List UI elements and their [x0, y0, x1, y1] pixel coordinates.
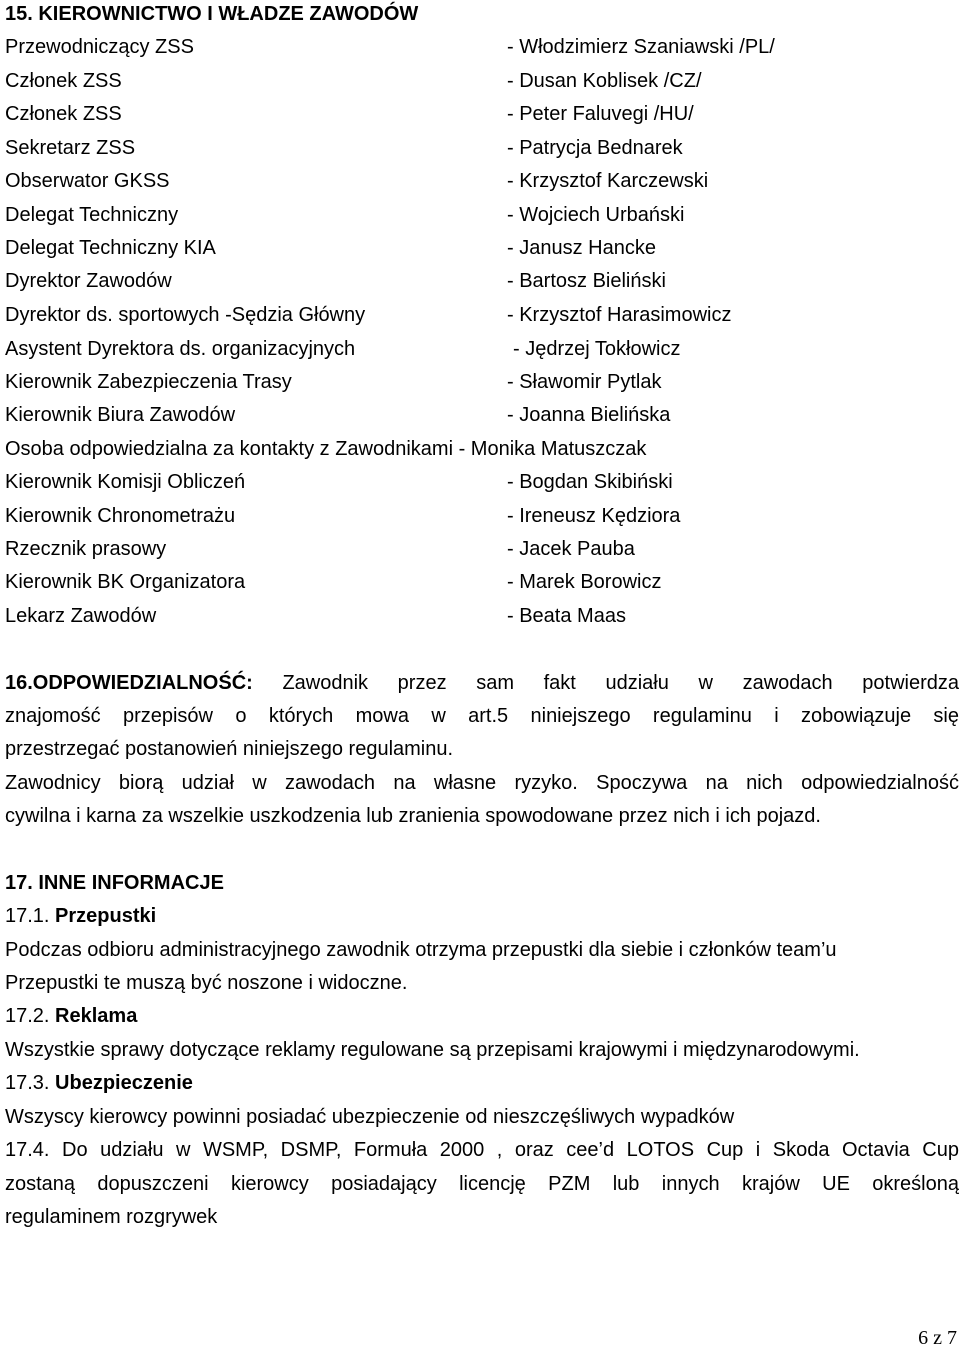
official-row — [5, 169, 955, 193]
official-role: Sekretarz ZSS — [5, 137, 136, 159]
official-person: - Wojciech Urbański — [507, 204, 685, 226]
official-person: - Janusz Hancke — [507, 237, 656, 259]
official-row — [5, 303, 955, 327]
official-row — [5, 403, 955, 427]
official-row — [5, 136, 955, 160]
official-role: Przewodniczący ZSS — [5, 36, 194, 58]
official-role: Delegat Techniczny KIA — [5, 237, 216, 259]
official-role: Kierownik Komisji Obliczeń — [5, 471, 246, 493]
subsection-17-4-text-2: zostaną dopuszczeni kierowcy posiadający licencję PZM lub innych krajów UE określoną — [5, 1173, 959, 1195]
official-person: - Bartosz Bieliński — [507, 270, 666, 292]
official-role: Kierownik Zabezpieczenia Trasy — [5, 371, 292, 393]
subsection-17-4-line-2 — [5, 1172, 959, 1196]
official-role: Osoba odpowiedzialna za kontakty z Zawodnikami — [5, 438, 454, 460]
official-person: - Bogdan Skibiński — [507, 471, 673, 493]
official-person: - Patrycja Bednarek — [507, 137, 683, 159]
official-person: - Peter Faluvegi /HU/ — [507, 103, 694, 125]
official-row — [5, 269, 955, 293]
official-role: Kierownik BK Organizatora — [5, 571, 246, 593]
official-person: - Jędrzej Tokłowicz — [513, 338, 681, 360]
subsection-17-3-title — [5, 1071, 193, 1095]
subsection-17-3-name: Ubezpieczenie — [55, 1072, 193, 1094]
official-row — [5, 437, 955, 461]
subsection-17-4-line-3: regulaminem rozgrywek — [5, 1206, 218, 1228]
official-row — [5, 537, 955, 561]
official-role: Kierownik Chronometrażu — [5, 505, 236, 527]
page-number: 6 z 7 — [918, 1327, 957, 1349]
section-16-line-2 — [5, 704, 959, 728]
official-person: - Włodzimierz Szaniawski /PL/ — [507, 36, 775, 58]
official-role: Członek ZSS — [5, 103, 122, 125]
official-person: - Ireneusz Kędziora — [507, 505, 681, 527]
official-row — [5, 470, 955, 494]
subsection-17-1-name: Przepustki — [55, 905, 157, 927]
section-16-line-3: przestrzegać postanowień niniejszego regulaminu. — [5, 738, 454, 760]
official-person: - Marek Borowicz — [507, 571, 662, 593]
official-person: - Krzysztof Karczewski — [507, 170, 709, 192]
official-role: Asystent Dyrektora ds. organizacyjnych — [5, 338, 356, 360]
official-row — [5, 69, 955, 93]
section-16-text-1: Zawodnik przez sam fakt udziału w zawodach potwierdza — [282, 672, 959, 694]
subsection-17-2-text: Wszystkie sprawy dotyczące reklamy regulowane są przepisami krajowymi i międzynarodowymi. — [5, 1039, 860, 1061]
official-role: Dyrektor Zawodów — [5, 270, 172, 292]
subsection-17-1-text-2: Przepustki te muszą być noszone i widoczne. — [5, 972, 408, 994]
official-role: Rzecznik prasowy — [5, 538, 167, 560]
official-person: - Sławomir Pytlak — [507, 371, 662, 393]
official-person: - Joanna Bielińska — [507, 404, 671, 426]
subsection-17-1-text-1: Podczas odbioru administracyjnego zawodnik otrzyma przepustki dla siebie i członków team’u — [5, 939, 837, 961]
section-16-line-1 — [5, 671, 959, 695]
official-row — [5, 236, 955, 260]
official-role: Kierownik Biura Zawodów — [5, 404, 236, 426]
section-16-line-4 — [5, 771, 959, 795]
subsection-17-3-number: 17.3. — [5, 1072, 50, 1094]
official-role: Członek ZSS — [5, 70, 122, 92]
official-row — [5, 370, 955, 394]
official-person: - Dusan Koblisek /CZ/ — [507, 70, 702, 92]
official-row — [5, 504, 955, 528]
official-role: Dyrektor ds. sportowych -Sędzia Główny — [5, 304, 366, 326]
subsection-17-1-title — [5, 904, 156, 928]
official-person: - Monika Matuszczak — [458, 438, 647, 460]
official-row — [5, 604, 955, 628]
section-16-text-2: znajomość przepisów o których mowa w art.5 niniejszego regulaminu i zobowiązuje się — [5, 705, 959, 727]
subsection-17-2-name: Reklama — [55, 1005, 138, 1027]
official-row — [5, 337, 955, 361]
subsection-17-2-number: 17.2. — [5, 1005, 50, 1027]
official-person: - Jacek Pauba — [507, 538, 635, 560]
subsection-17-4-line-1 — [5, 1138, 959, 1162]
official-role: Obserwator GKSS — [5, 170, 170, 192]
section-15-heading: 15. KIEROWNICTWO I WŁADZE ZAWODÓW — [5, 3, 419, 25]
official-row — [5, 570, 955, 594]
subsection-17-1-number: 17.1. — [5, 905, 50, 927]
official-role: Lekarz Zawodów — [5, 605, 157, 627]
section-17-heading: 17. INNE INFORMACJE — [5, 872, 224, 894]
section-16-heading: 16.ODPOWIEDZIALNOŚĆ: — [5, 672, 253, 694]
section-16-text-4: Zawodnicy biorą udział w zawodach na własne ryzyko. Spoczywa na nich odpowiedzialność — [5, 772, 959, 794]
section-16-line-5: cywilna i karna za wszelkie uszkodzenia lub zranienia spowodowane przez nich i ich pojazd. — [5, 805, 821, 827]
official-person: - Beata Maas — [507, 605, 626, 627]
official-role: Delegat Techniczny — [5, 204, 179, 226]
official-row — [5, 203, 955, 227]
official-row — [5, 35, 955, 59]
subsection-17-4-text-1: 17.4. Do udziału w WSMP, DSMP, Formuła 2000 , oraz cee’d LOTOS Cup i Skoda Octavia Cup — [5, 1139, 959, 1161]
subsection-17-2-title — [5, 1004, 137, 1028]
subsection-17-3-text: Wszyscy kierowcy powinni posiadać ubezpieczenie od nieszczęśliwych wypadków — [5, 1106, 735, 1128]
official-row — [5, 102, 955, 126]
official-person: - Krzysztof Harasimowicz — [507, 304, 732, 326]
